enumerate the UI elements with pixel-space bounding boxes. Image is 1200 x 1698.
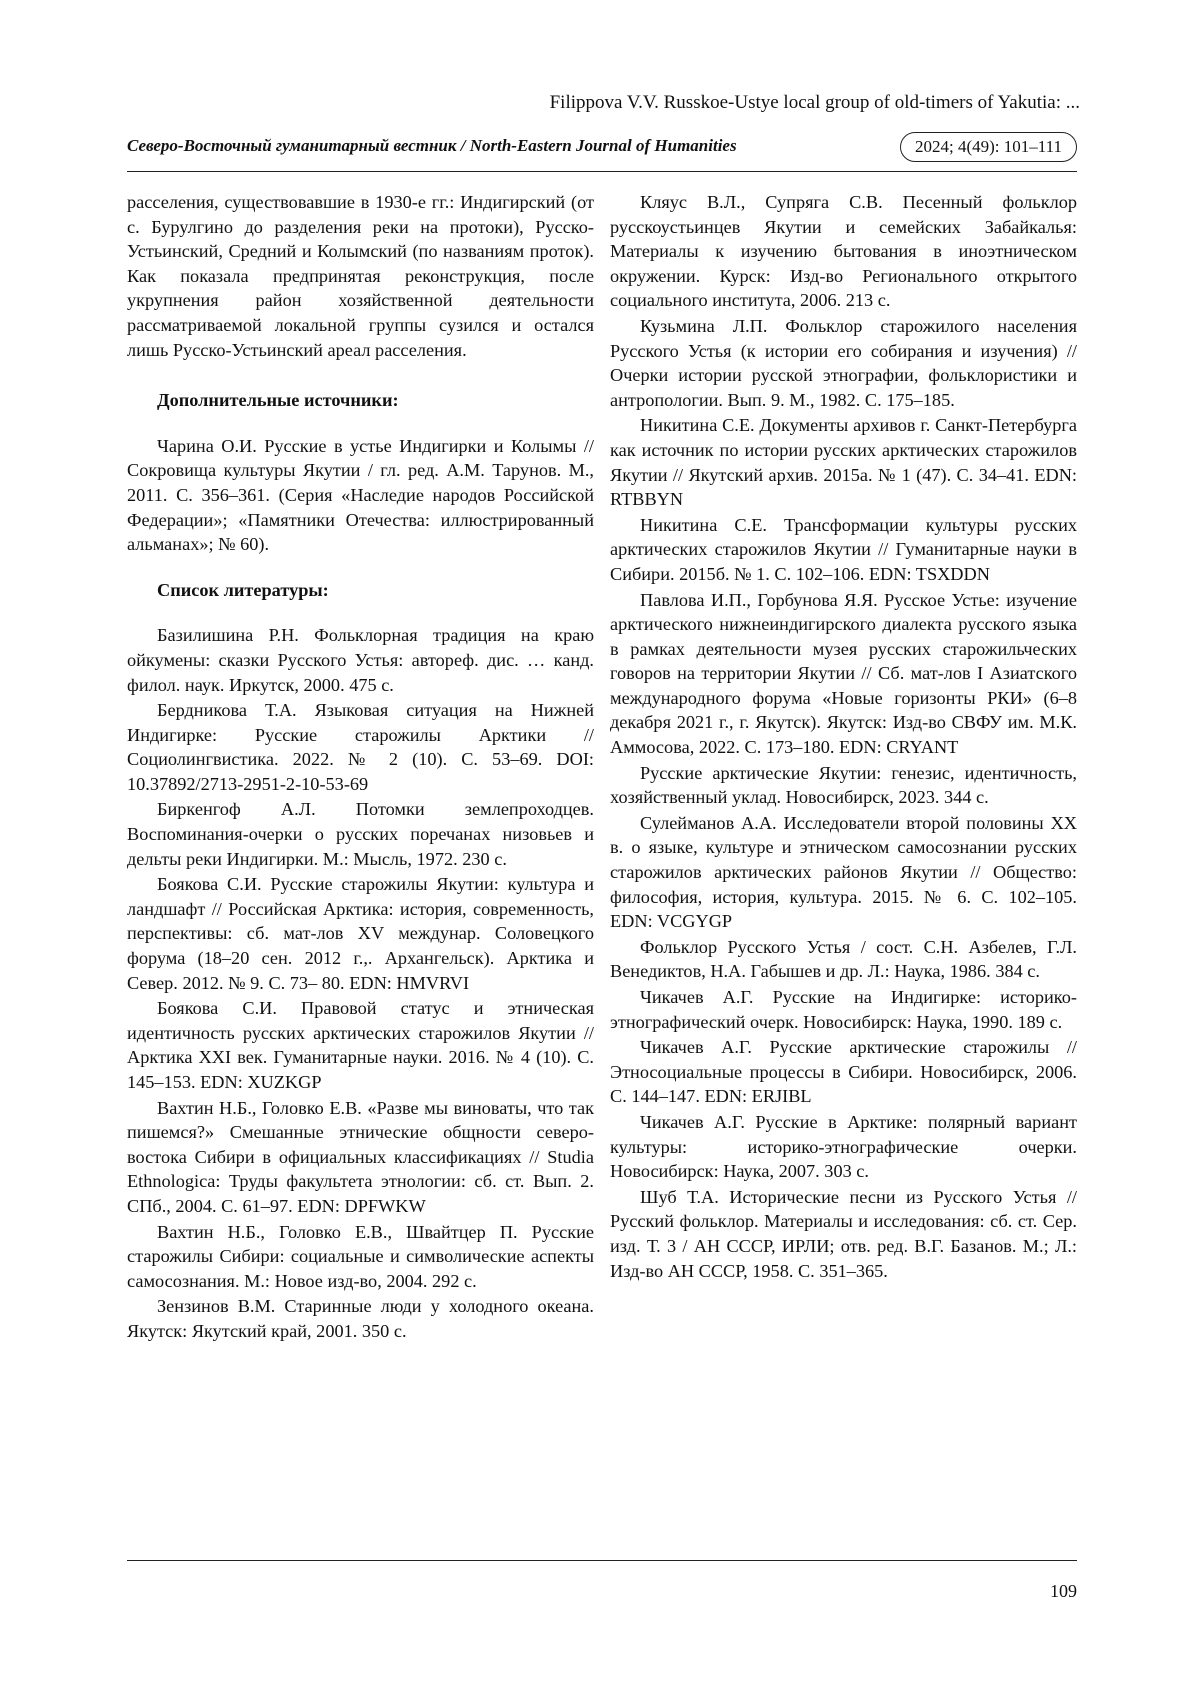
reference-item: Чикачев А.Г. Русские в Арктике: полярный вариант культуры: историко-этнографические очерки. Новосибирск: Наука, 2007. 303 с. [610,1111,1077,1182]
reference-item: Русские арктические Якутии: генезис, идентичность, хозяйственный уклад. Новосибирск, 2023. 344 с. [610,762,1077,808]
journal-line [127,132,1077,166]
reference-item: Чикачев А.Г. Русские арктические старожилы // Этносоциальные процессы в Сибири. Новосибирск, 2006. С. 144–147. EDN: ERJIBL [610,1037,1077,1107]
running-title: Filippova V.V. Russkoe-Ustye local group of old-timers of Yakutia: ... [549,92,1080,113]
reference-item: Фольклор Русского Устья / сост. С.Н. Азбелев, Г.Л. Венедиктов, Н.А. Габышев и др. Л.: Наука, 1986. 384 с. [610,936,1077,982]
reference-item: Боякова С.И. Русские старожилы Якутии: культура и ландшафт // Российская Арктика: история, современность, перспективы: сб. мат-лов XV междунар. Соловецкого форума (18–20 сен. 2012 г.,. Архангельск). Арктика и Север. 2012. № 9. С. 73– 80. EDN: HMVRVI [127,874,594,993]
issue-badge: 2024; 4(49): 101–111 [900,132,1077,162]
left-column [127,190,594,1344]
reference-item: Боякова С.И. Правовой статус и этническая идентичность русских арктических старожилов Якутии // Арктика XXI век. Гуманитарные науки. 2016. № 4 (10). С. 145–153. EDN: XUZKGP [127,998,594,1092]
intro-paragraph: расселения, существовавшие в 1930-е гг.: Индигирский (от с. Бурулгино до разделения реки на протоки), Русско-Устьинский, Средний и Колымский (по названиям проток). Как показала предпринятая реконструкция, после укрупнения район хозяйственной деятельности рассматриваемой локальной группы сузился и остался лишь Русско-Устьинский ареал расселения. [127,192,594,360]
footer-divider [127,1560,1077,1561]
reference-item: Вахтин Н.Б., Головко Е.В. «Разве мы виноваты, что так пишемся?» Смешанные этнические общности северо-востока Сибири в официальных классификациях // Studia Ethnologica: Труды факультета этнологии: сб. ст. Вып. 2. СПб., 2004. С. 61–97. EDN: DPFWKW [127,1097,594,1216]
reference-item: Павлова И.П., Горбунова Я.Я. Русское Устье: изучение арктического нижнеиндигирского диалекта русского языка в рамках деятельности музея русских старожильческих говоров на территории Якутии // Сб. мат-лов I Азиатского международного форума «Новые горизонты РКИ» (6–8 декабря 2021 г., г. Якутск). Якутск: Изд-во СВФУ им. М.К. Аммосова, 2022. С. 173–180. EDN: CRYANT [610,589,1077,758]
page-number: 109 [1050,1581,1077,1601]
reference-item: Шуб Т.А. Исторические песни из Русского Устья // Русский фольклор. Материалы и исследования: сб. ст. Сер. изд. Т. 3 / АН СССР, ИРЛИ; отв. ред. В.Г. Базанов. М.; Л.: Изд-во АН СССР, 1958. С. 351–365. [610,1186,1077,1281]
reference-item: Никитина С.Е. Документы архивов г. Санкт-Петербурга как источник по истории русских арктических старожилов Якутии // Якутский архив. 2015а. № 1 (47). С. 34–41. EDN: RTBBYN [610,415,1077,510]
reference-item: Зензинов В.М. Старинные люди у холодного океана. Якутск: Якутский край, 2001. 350 с. [127,1296,594,1341]
header-divider [127,171,1077,172]
reference-item: Кузьмина Л.П. Фольклор старожилого населения Русского Устья (к истории его собирания и изучения) // Очерки истории русской этнографии, фольклористики и антропологии. Вып. 9. М., 1982. С. 175–185. [610,315,1077,410]
right-column [610,190,1077,1283]
additional-sources-heading: Дополнительные источники: [157,390,399,411]
references-heading: Список литературы: [157,579,329,600]
reference-item: Биркенгоф А.Л. Потомки землепроходцев. Воспоминания-очерки о русских поречанах низовьев и дельты реки Индигирки. М.: Мысль, 1972. 230 с. [127,799,594,869]
additional-source-item: Чарина О.И. Русские в устье Индигирки и Колымы // Сокровища культуры Якутии / гл. ред. А.М. Тарунов. М., 2011. С. 356–361. (Серия «Наследие народов Российской Федерации»; «Памятники Отечества: иллюстрированный альманах»; № 60). [127,435,594,555]
reference-item: Чикачев А.Г. Русские на Индигирке: историко-этнографический очерк. Новосибирск: Наука, 1990. 189 с. [610,987,1077,1032]
reference-item: Базилишина Р.Н. Фольклорная традиция на краю ойкумены: сказки Русского Устья: автореф. дис. … канд. филол. наук. Иркутск, 2000. 475 с. [127,625,594,695]
reference-item: Никитина С.Е. Трансформации культуры русских арктических старожилов Якутии // Гуманитарные науки в Сибири. 2015б. № 1. С. 102–106. EDN: TSXDDN [610,514,1077,584]
journal-name: Северо-Восточный гуманитарный вестник / North-Eastern Journal of Humanities [127,136,737,155]
reference-item: Вахтин Н.Б., Головко Е.В., Швайтцер П. Русские старожилы Сибири: социальные и символические аспекты самосознания. М.: Новое изд-во, 2004. 292 с. [127,1221,594,1291]
reference-item: Сулейманов А.А. Исследователи второй половины XX в. о языке, культуре и этническом самосознании русских старожилов арктических районов Якутии // Общество: философия, история, культура. 2015. № 6. С. 102–105. EDN: VCGYGP [610,812,1077,932]
reference-item: Бердникова Т.А. Языковая ситуация на Нижней Индигирке: Русские старожилы Арктики // Социолингвистика. 2022. № 2 (10). С. 53–69. DOI: 10.37892/2713-2951-2-10-53-69 [127,700,594,794]
reference-item: Кляус В.Л., Супряга С.В. Песенный фольклор русскоустьинцев Якутии и семейских Забайкалья: Материалы к изучению бытования в иноэтническом окружении. Курск: Изд-во Регионального открытого социального института, 2006. 213 с. [610,192,1077,311]
